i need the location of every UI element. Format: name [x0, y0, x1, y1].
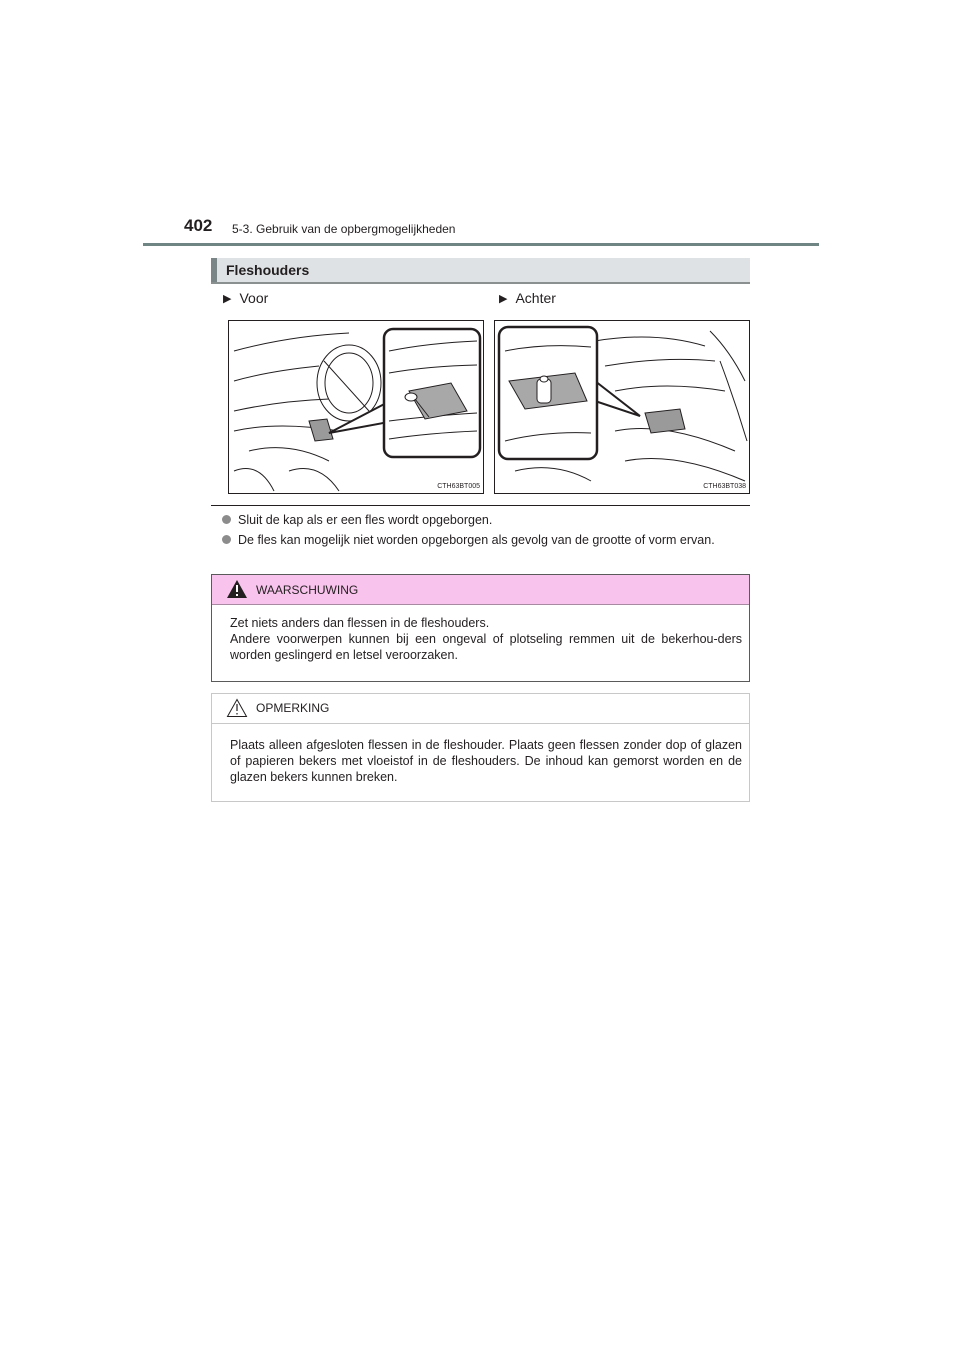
view-label-rear-text: Achter	[515, 290, 556, 306]
notice-label: OPMERKING	[256, 701, 330, 715]
view-label-front	[223, 290, 268, 306]
view-label-rear	[499, 290, 556, 306]
caution-triangle-outline-icon	[226, 698, 248, 718]
bullet-item	[222, 512, 750, 528]
breadcrumb: 5-3. Gebruik van de opbergmogelijkheden	[232, 222, 456, 236]
warning-box	[211, 574, 750, 682]
triangle-marker-icon: ▶	[223, 292, 232, 305]
section-title: Fleshouders	[226, 262, 310, 278]
section-heading-bar	[211, 258, 750, 284]
header-rule	[143, 243, 819, 246]
view-label-front-text: Voor	[239, 290, 269, 306]
bullet-dot-icon	[222, 515, 231, 524]
bullet-text: Sluit de kap als er een fles wordt opgeborgen.	[238, 513, 493, 527]
notice-body: Plaats alleen afgesloten flessen in de fleshouder. Plaats geen flessen zonder dop of glazen of papieren bekers met vloeistof in de fleshouders. De inhoud kan gemorst worden en de glazen bekers kunnen breken.	[230, 738, 742, 784]
bullet-item	[222, 532, 750, 548]
warning-label: WAARSCHUWING	[256, 583, 359, 597]
warning-triangle-icon	[226, 579, 248, 599]
triangle-marker-icon: ▶	[499, 292, 508, 305]
warning-header	[212, 575, 749, 605]
warning-body	[230, 615, 742, 663]
section-divider	[211, 505, 750, 506]
warning-line: Zet niets anders dan flessen in de fleshouders.	[230, 616, 490, 630]
page-number: 402	[184, 216, 213, 235]
front-interior-illustration	[229, 321, 483, 493]
figure-rear-bottle-holder	[494, 320, 750, 494]
rear-interior-illustration	[495, 321, 749, 493]
bullet-text: De fles kan mogelijk niet worden opgeborgen als gevolg van de grootte of vorm ervan.	[238, 533, 715, 547]
figure-front-bottle-holder	[228, 320, 484, 494]
figure-code-rear: CTH63BT038	[703, 483, 746, 490]
section-accent	[211, 258, 217, 282]
bullet-dot-icon	[222, 535, 231, 544]
notice-box	[211, 693, 750, 802]
notice-header	[212, 694, 749, 724]
figure-code-front: CTH63BT005	[437, 483, 480, 490]
warning-line: Andere voorwerpen kunnen bij een ongeval of plotseling remmen uit de bekerhou-ders worden geslingerd en letsel veroorzaken.	[230, 632, 742, 662]
